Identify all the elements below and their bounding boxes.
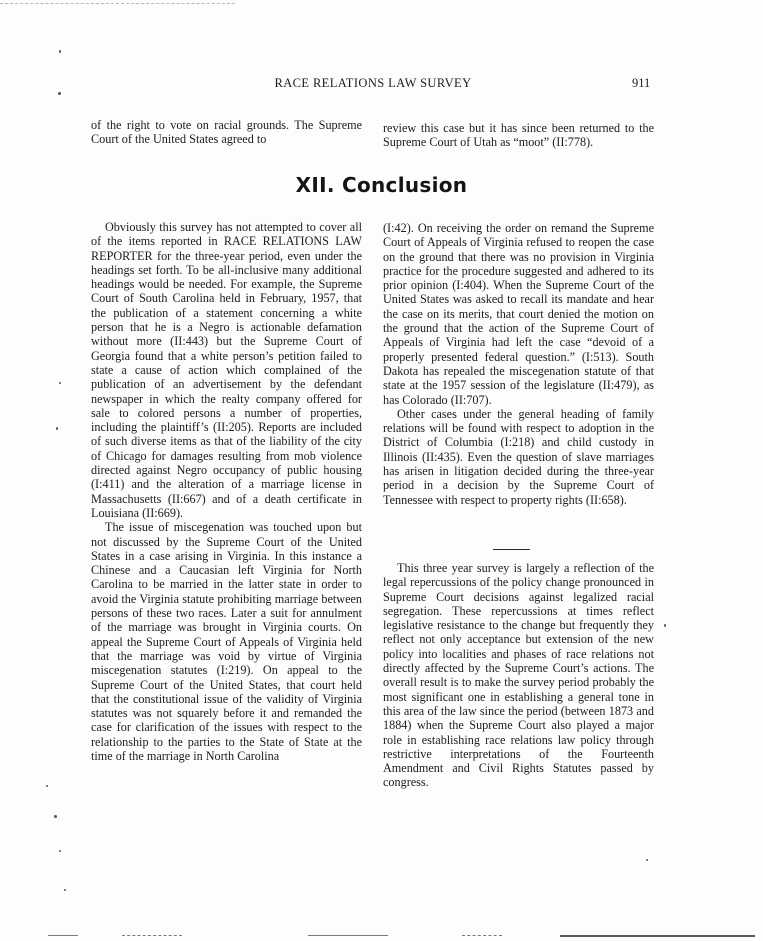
scan-bottom-line <box>308 935 388 936</box>
scan-edge-dashes <box>0 3 235 4</box>
right-paragraph-1: (I:42). On receiving the order on remand the Supreme Court of Appeals of Virginia refused to reopen the case on the ground that there was no provision in Virginia practice for the procedure suggested and adhered to its prior opinion (I:404). When the Supreme Court of the United States was asked to recall its mandate and hear the case on its merits, that court denied the motion on the ground that the action of the Supreme Court of Appeals of Virginia had left the case “devoid of a properly presented federal question.” (I:513). South Dakota has repealed the miscegenation statute of that state at the 1957 session of the legislature (II:479), as has Colorado (II:707). <box>383 221 654 407</box>
page-number: 911 <box>632 76 651 90</box>
page-header <box>0 76 763 94</box>
scan-bottom-line <box>462 935 502 936</box>
top-left-column <box>91 118 362 147</box>
scan-speck <box>59 850 61 852</box>
closing-column <box>383 561 654 790</box>
scan-speck <box>56 427 58 430</box>
scan-bottom-line <box>48 935 78 936</box>
scan-speck <box>59 50 61 53</box>
scan-speck <box>59 382 61 384</box>
scan-bottom-line <box>122 935 182 936</box>
continued-paragraph-right: review this case but it has since been returned to the Supreme Court of Utah as “moot” (II:778). <box>383 121 654 150</box>
right-paragraph-2: Other cases under the general heading of family relations will be found with respect to adoption in the District of Columbia (I:218) and child custody in Illinois (II:435). Even the question of slave marriages has arisen in litigation decided during the three-year period in a decision by the Supreme Court of Tennessee with respect to property rights (II:658). <box>383 406 654 507</box>
running-title: RACE RELATIONS LAW SURVEY <box>274 76 472 90</box>
section-heading: XII. Conclusion <box>295 173 468 197</box>
top-right-column <box>383 121 654 150</box>
right-column <box>383 221 654 507</box>
left-column <box>91 220 362 763</box>
scan-bottom-line <box>560 935 755 937</box>
section-separator-rule <box>493 549 530 550</box>
scan-speck <box>54 815 57 818</box>
left-paragraph-2: The issue of miscegenation was touched upon but not discussed by the Supreme Court of the United States in a case arising in Virginia. In this instance a Chinese and a Caucasian left Virginia for North Carolina to be married in the latter state in order to avoid the Virginia statute prohibiting marriage between persons of these two races. Later a suit for annulment of the marriage was brought in Virginia courts. On appeal the Supreme Court of Appeals of Virginia held that the marriage was void by virtue of Virginia miscegenation statutes (I:219). On appeal to the Supreme Court of the United States, that court held that the constitutional issue of the validity of Virginia statutes was not squarely before it and remanded the case for clarification of the issues with respect to the relationship to the parties to the State of State at the time of the marriage in North Carolina <box>91 520 362 763</box>
scan-speck <box>664 624 666 627</box>
scan-speck <box>58 92 61 95</box>
closing-paragraph: This three year survey is largely a reflection of the legal repercussions of the policy change pronounced in Supreme Court decisions against legalized racial segregation. These repercussions at times reflect legislative resistance to the change but frequently they reflect not only acceptance but extension of the new policy into localities and phases of race relations not directly affected by the Supreme Court’s actions. The overall result is to make the survey period probably the most significant one in establishing a general tone in this area of the law since the period (between 1873 and 1884) when the Supreme Court also played a major role in establishing race relations law policy through restrictive interpretations of the Fourteenth Amendment and Civil Rights Statutes passed by congress. <box>383 561 654 790</box>
left-paragraph-1: Obviously this survey has not attempted to cover all of the items reported in RACE RELATIONS LAW REPORTER for the three-year period, even under the headings set forth. To be all-inclusive many additional headings would be needed. For example, the Supreme Court of South Carolina held in February, 1957, that the publication of a statement concerning a white person that he is a Negro is actionable defamation without more (II:443) but the Supreme Court of Georgia found that a white person’s petition failed to state a cause of action which complained of the publication of an advertisement by the defendant newspaper in which the realty company offered for sale to colored persons a number of properties, including the plaintiff’s (II:205). Reports are included of such diverse items as that of the liability of the city of Chicago for damages resulting from mob violence directed against Negro occupancy of public housing (I:411) and the alteration of a marriage license in Massachusetts (II:667) and of a death certificate in Louisiana (II:669). <box>91 220 362 520</box>
scan-speck <box>64 889 66 891</box>
scan-speck <box>46 785 48 787</box>
scan-speck <box>646 859 648 861</box>
continued-paragraph-left: of the right to vote on racial grounds. The Supreme Court of the United States agreed to <box>91 118 362 147</box>
